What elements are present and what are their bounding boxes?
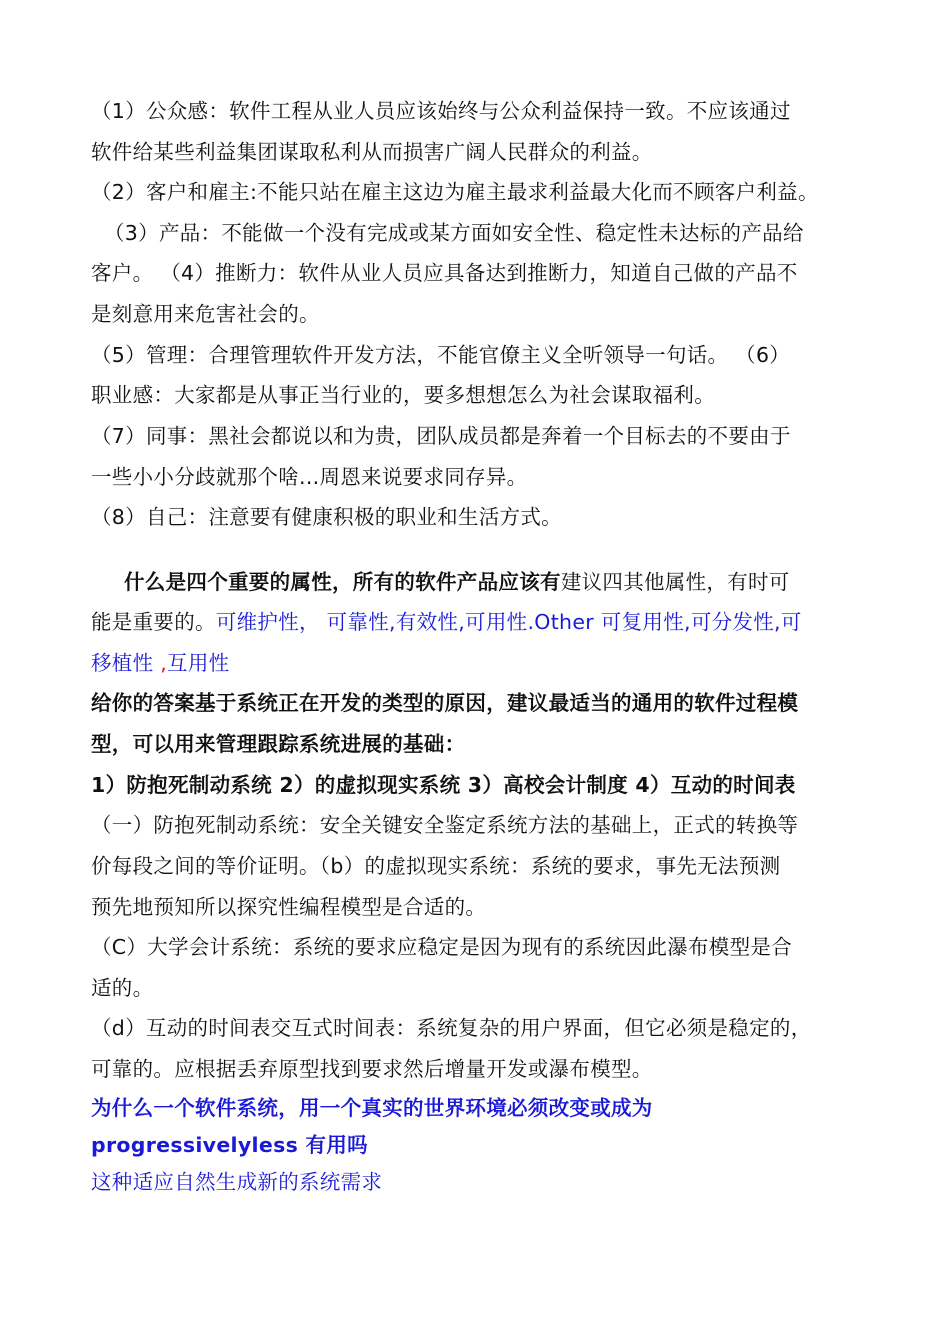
process-answer-6: （d）互动的时间表交互式时间表：系统复杂的用户界面，但它必须是稳定的，: [91, 1016, 812, 1040]
attributes-line-3: [91, 649, 229, 677]
process-answer-5: 适的。: [91, 976, 154, 1000]
evolution-question-1: 为什么一个软件系统，用一个真实的世界环境必须改变或成为: [91, 1096, 653, 1120]
attributes-question: 什么是四个重要的属性，所有的软件产品应该有: [124, 570, 561, 594]
attributes-list-comma: ,: [160, 651, 168, 675]
ethics-line-11: （8）自己：注意要有健康积极的职业和生活方式。: [91, 505, 562, 529]
process-question-2: 型，可以用来管理跟踪系统进展的基础：: [91, 732, 466, 756]
attributes-answer-part1: 建议四其他属性，有时可: [560, 570, 790, 594]
ethics-line-3: （2）客户和雇主:不能只站在雇主这边为雇主最求利益最大化而不顾客户利益。: [91, 180, 819, 204]
process-answer-7: 可靠的。应根据丢弃原型找到要求然后增量开发或瀑布模型。: [91, 1057, 653, 1081]
process-answer-2: 价每段之间的等价证明。（b）的虚拟现实系统：系统的要求，事先无法预测: [91, 854, 781, 878]
attributes-line-1: [124, 568, 790, 596]
attributes-line-2: [91, 608, 802, 636]
evolution-answer: 这种适应自然生成新的系统需求: [91, 1170, 383, 1194]
attributes-answer-part2: 能是重要的。: [91, 610, 216, 634]
ethics-line-7: （5）管理：合理管理软件开发方法，不能官僚主义全听领导一句话。 （6）: [91, 343, 791, 367]
ethics-line-9: （7）同事：黑社会都说以和为贵，团队成员都是奔着一个目标去的不要由于: [91, 424, 791, 448]
ethics-line-2: 软件给某些利益集团谋取私利从而损害广阔人民群众的利益。: [91, 140, 653, 164]
ethics-line-6: 是刻意用来危害社会的。: [91, 302, 320, 326]
process-answer-4: （C）大学会计系统：系统的要求应稳定是因为现有的系统因此瀑布模型是合: [91, 935, 793, 959]
process-answer-3: 预先地预知所以探究性编程模型是合适的。: [91, 895, 487, 919]
ethics-line-1: （1）公众感：软件工程从业人员应该始终与公众利益保持一致。不应该通过: [91, 99, 791, 123]
attributes-list-2a: 移植性: [91, 651, 161, 675]
attributes-list-2b: 互用性: [167, 651, 230, 675]
process-question-1: 给你的答案基于系统正在开发的类型的原因，建议最适当的通用的软件过程模: [91, 691, 799, 715]
ethics-line-5: 客户。 （4）推断力：软件从业人员应具备达到推断力，知道自己做的产品不: [91, 261, 798, 285]
process-answer-1: （一）防抱死制动系统：安全关键安全鉴定系统方法的基础上，正式的转换等: [91, 813, 799, 837]
evolution-question-2: progressivelyless 有用吗: [91, 1133, 368, 1157]
attributes-list-1: 可维护性， 可靠性,有效性,可用性.Other 可复用性,可分发性,可: [215, 610, 802, 634]
ethics-line-4: （3）产品：不能做一个没有完成或某方面如安全性、稳定性未达标的产品给: [104, 221, 804, 245]
ethics-line-8: 职业感：大家都是从事正当行业的，要多想想怎么为社会谋取福利。: [91, 383, 715, 407]
ethics-line-10: 一些小小分歧就那个啥...周恩来说要求同存异。: [91, 465, 528, 489]
process-question-3: 1）防抱死制动系统 2）的虚拟现实系统 3）高校会计制度 4）互动的时间表: [91, 773, 796, 797]
